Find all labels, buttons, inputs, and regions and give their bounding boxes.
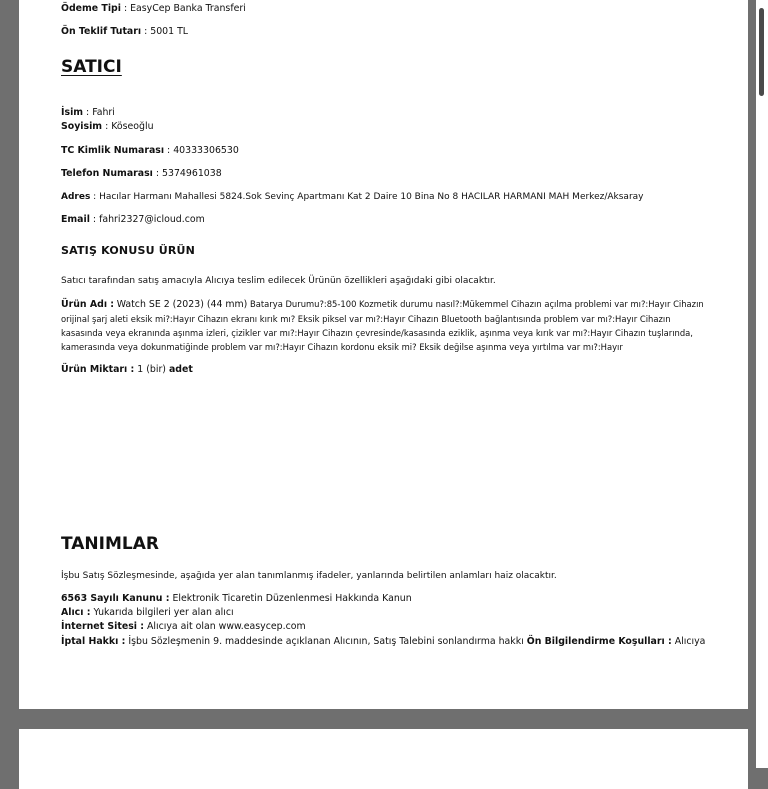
seller-phone-label: Telefon Numarası bbox=[61, 168, 153, 179]
def-buyer-label: Alıcı : bbox=[61, 607, 91, 618]
seller-email-label: Email bbox=[61, 214, 90, 225]
def-pre-info-value: Alıcıya bbox=[674, 636, 706, 647]
payment-type-value: EasyCep Banka Transferi bbox=[130, 3, 246, 14]
product-details: Batarya Durumu?:85-100 Kozmetik durumu nasıl?:Mükemmel Cihazın açılma problemi var mı?:Hayır Cihazın orijinal şarj aleti eksik mi?:Hayır Cihazın ekranı kırık mı? Eksik piksel var mı?:Hayır Cihazın Bluetooth bağlantısında problem var mı?:Hayır Cihazın kasasında veya ekranında aşınma izleri, çizikler var mı?:Hayır Cihazın çevresinde/kasasında eziklik, aşınma veya kırık var mı?:Hayır Cihazın tuşlarında, kamerasında veya dokunmatiğinde problem var mı?:Hayır Cihazın kordonu eksik mi? Eksik değilse aşınma veya yırtılma var mı?:Hayır bbox=[61, 299, 704, 352]
offer-value: 5001 TL bbox=[150, 26, 189, 37]
seller-heading: SATICI bbox=[61, 57, 122, 77]
def-cancel-label: İptal Hakkı : bbox=[61, 636, 126, 647]
product-qty-line bbox=[61, 364, 193, 376]
def-cancel-line bbox=[61, 636, 705, 648]
seller-address-line: Adres : Hacılar Harmanı Mahallesi 5824.Sok Sevinç Apartmanı Kat 2 Daire 10 Bina No 8 HACILAR HARMANI MAH Merkez/Aksaray bbox=[61, 192, 644, 202]
product-heading: SATIŞ KONUSU ÜRÜN bbox=[61, 244, 196, 257]
offer-label: Ön Teklif Tutarı bbox=[61, 26, 142, 37]
seller-email-value: fahri2327@icloud.com bbox=[99, 214, 205, 225]
product-description bbox=[61, 297, 711, 354]
def-cancel-value: İşbu Sözleşmenin 9. maddesinde açıklanan Alıcının, Satış Talebini sonlandırma hakkı bbox=[128, 636, 524, 647]
seller-surname-label: Soyisim bbox=[61, 121, 103, 132]
seller-phone-line: Telefon Numarası : 5374961038 bbox=[61, 168, 222, 179]
seller-surname-line: Soyisim : Köseoğlu bbox=[61, 121, 154, 132]
seller-name-line: İsim : Fahri bbox=[61, 107, 115, 118]
product-qty-unit: adet bbox=[168, 364, 193, 375]
seller-tc-line: TC Kimlik Numarası : 40333306530 bbox=[61, 145, 239, 156]
product-qty-label: Ürün Miktarı : bbox=[61, 364, 135, 375]
seller-phone-value: 5374961038 bbox=[162, 168, 222, 179]
offer-line: Ön Teklif Tutarı : 5001 TL bbox=[61, 26, 189, 37]
seller-name-value: Fahri bbox=[92, 107, 115, 118]
product-name-label: Ürün Adı : bbox=[61, 299, 115, 310]
seller-tc-label: TC Kimlik Numarası bbox=[61, 145, 165, 156]
def-law-value: Elektronik Ticaretin Düzenlenmesi Hakkında Kanun bbox=[172, 593, 412, 604]
product-intro: Satıcı tarafından satış amacıyla Alıcıya teslim edilecek Ürünün özellikleri aşağıdaki gibi olacaktır. bbox=[61, 276, 496, 286]
scrollbar-track[interactable] bbox=[756, 0, 768, 768]
seller-address-label: Adres bbox=[61, 192, 91, 202]
scrollbar-thumb[interactable] bbox=[759, 8, 764, 96]
def-site-label: İnternet Sitesi : bbox=[61, 621, 145, 632]
def-site-value: Alıcıya ait olan www.easycep.com bbox=[147, 621, 306, 632]
def-pre-info-label: Ön Bilgilendirme Koşulları : bbox=[526, 636, 672, 647]
definitions-heading: TANIMLAR bbox=[61, 534, 159, 554]
seller-address-value: Hacılar Harmanı Mahallesi 5824.Sok Sevinç Apartmanı Kat 2 Daire 10 Bina No 8 HACILAR HARMANI MAH Merkez/Aksaray bbox=[99, 192, 644, 202]
seller-name-label: İsim bbox=[61, 107, 84, 118]
payment-type-label: Ödeme Tipi bbox=[61, 3, 121, 14]
def-law-label: 6563 Sayılı Kanunu : bbox=[61, 593, 170, 604]
product-name-value: Watch SE 2 (2023) (44 mm) bbox=[116, 299, 248, 310]
definitions-intro: İşbu Satış Sözleşmesinde, aşağıda yer alan tanımlanmış ifadeler, yanlarında belirtilen anlamları haiz olacaktır. bbox=[61, 571, 557, 581]
next-document-page bbox=[19, 729, 748, 789]
product-qty-value: 1 (bir) bbox=[137, 364, 166, 375]
def-buyer-line bbox=[61, 607, 234, 619]
payment-type-line: Ödeme Tipi : EasyCep Banka Transferi bbox=[61, 3, 246, 14]
def-buyer-value: Yukarıda bilgileri yer alan alıcı bbox=[93, 607, 234, 618]
def-law-line bbox=[61, 593, 412, 605]
seller-email-line: Email : fahri2327@icloud.com bbox=[61, 214, 205, 225]
seller-surname-value: Köseoğlu bbox=[111, 121, 154, 132]
def-site-line bbox=[61, 621, 306, 633]
seller-tc-value: 40333306530 bbox=[173, 145, 239, 156]
